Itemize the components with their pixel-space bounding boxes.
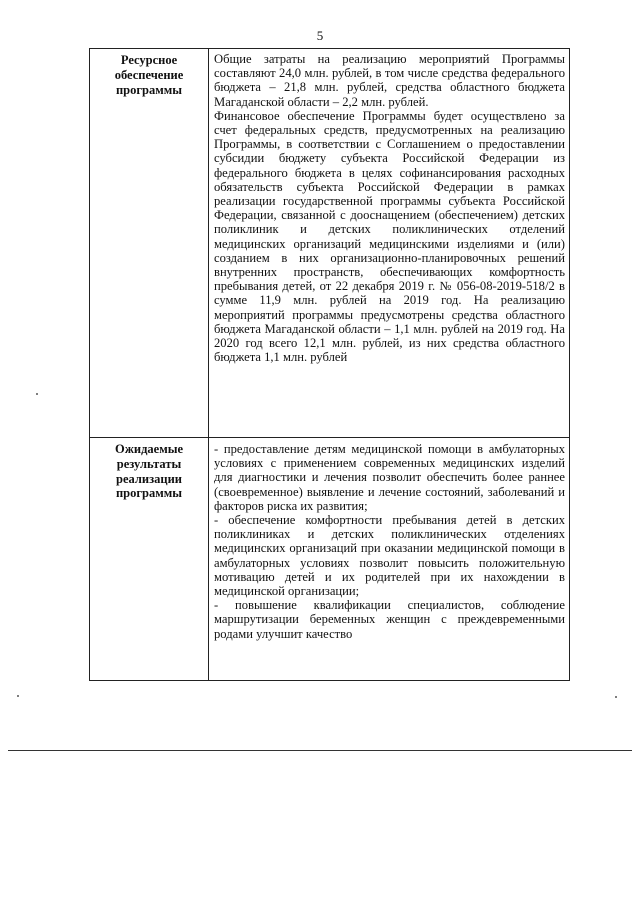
row-content-cell [209,438,570,681]
bottom-rule [8,750,632,751]
resource-financing-paragraph: Финансовое обеспечение Программы будет осуществлено за счет федеральных средств, предусмотренных на реализацию Программы, в соответствии с Соглашением о предоставлении субсидии бюджету субъекта Российской Федерации из федерального бюджета в целях софинансирования расходных обязательств субъекта Российской Федерации в рамках реализации государственной программы субъекта Российской Федерации, связанной с дооснащением (обеспечением) детских поликлиник и детских поликлинических отделений медицинских организаций медицинскими изделиями и (или) созданием в них организационно-планировочных решений внутренних пространств, обеспечивающих комфортность пребывания детей, от 22 декабря 2019 г. № 056-08-2019-518/2 в сумме 11,9 млн. рублей на 2019 год. На реализацию мероприятий программы предусмотрены средства областного бюджета Магаданской области – 1,1 млн. рублей на 2019 год. На 2020 год всего 12,1 млн. рублей, из них средства областного бюджета 1,1 млн. рублей [214,108,565,365]
row-label-cell [90,438,209,681]
scan-speck [17,695,19,697]
row-label-expected-results: Ожидаемые результаты реализации программы [114,442,184,501]
table-row-expected-results [90,438,570,681]
scan-speck [36,393,38,395]
result-item-medical-care: - предоставление детям медицинской помощи в амбулаторных условиях с применением современных медицинских изделий для диагностики и лечения позволит обеспечить более раннее (своевременное) выявление и лечение состояний, заболеваний и факторов риска их развития; [214,442,565,513]
result-item-qualification: - повышение квалификации специалистов, соблюдение маршрутизации беременных женщин с преждевременными родами улучшит качество [214,598,565,641]
resource-total-costs-paragraph: Общие затраты на реализацию мероприятий Программы составляют 24,0 млн. рублей, в том числе средства федерального бюджета – 21,8 млн. рублей, средства областного бюджета Магаданской области – 2,2 млн. рублей. [214,52,565,109]
scan-speck [615,696,617,698]
row-content-cell [209,49,570,438]
table-row-resource-provision [90,49,570,438]
page-number: 5 [316,28,324,43]
row-label-resource-provision: Ресурсное обеспечение программы [114,53,184,97]
result-item-comfort: - обеспечение комфортности пребывания детей в детских поликлиниках и детских поликлинических отделениях медицинских организаций при оказании медицинской помощи в амбулаторных условиях позволит повысить положительную мотивацию детей и их родителей при их нахождении в медицинской организации; [214,513,565,599]
row-label-cell [90,49,209,438]
program-passport-table [89,48,570,681]
